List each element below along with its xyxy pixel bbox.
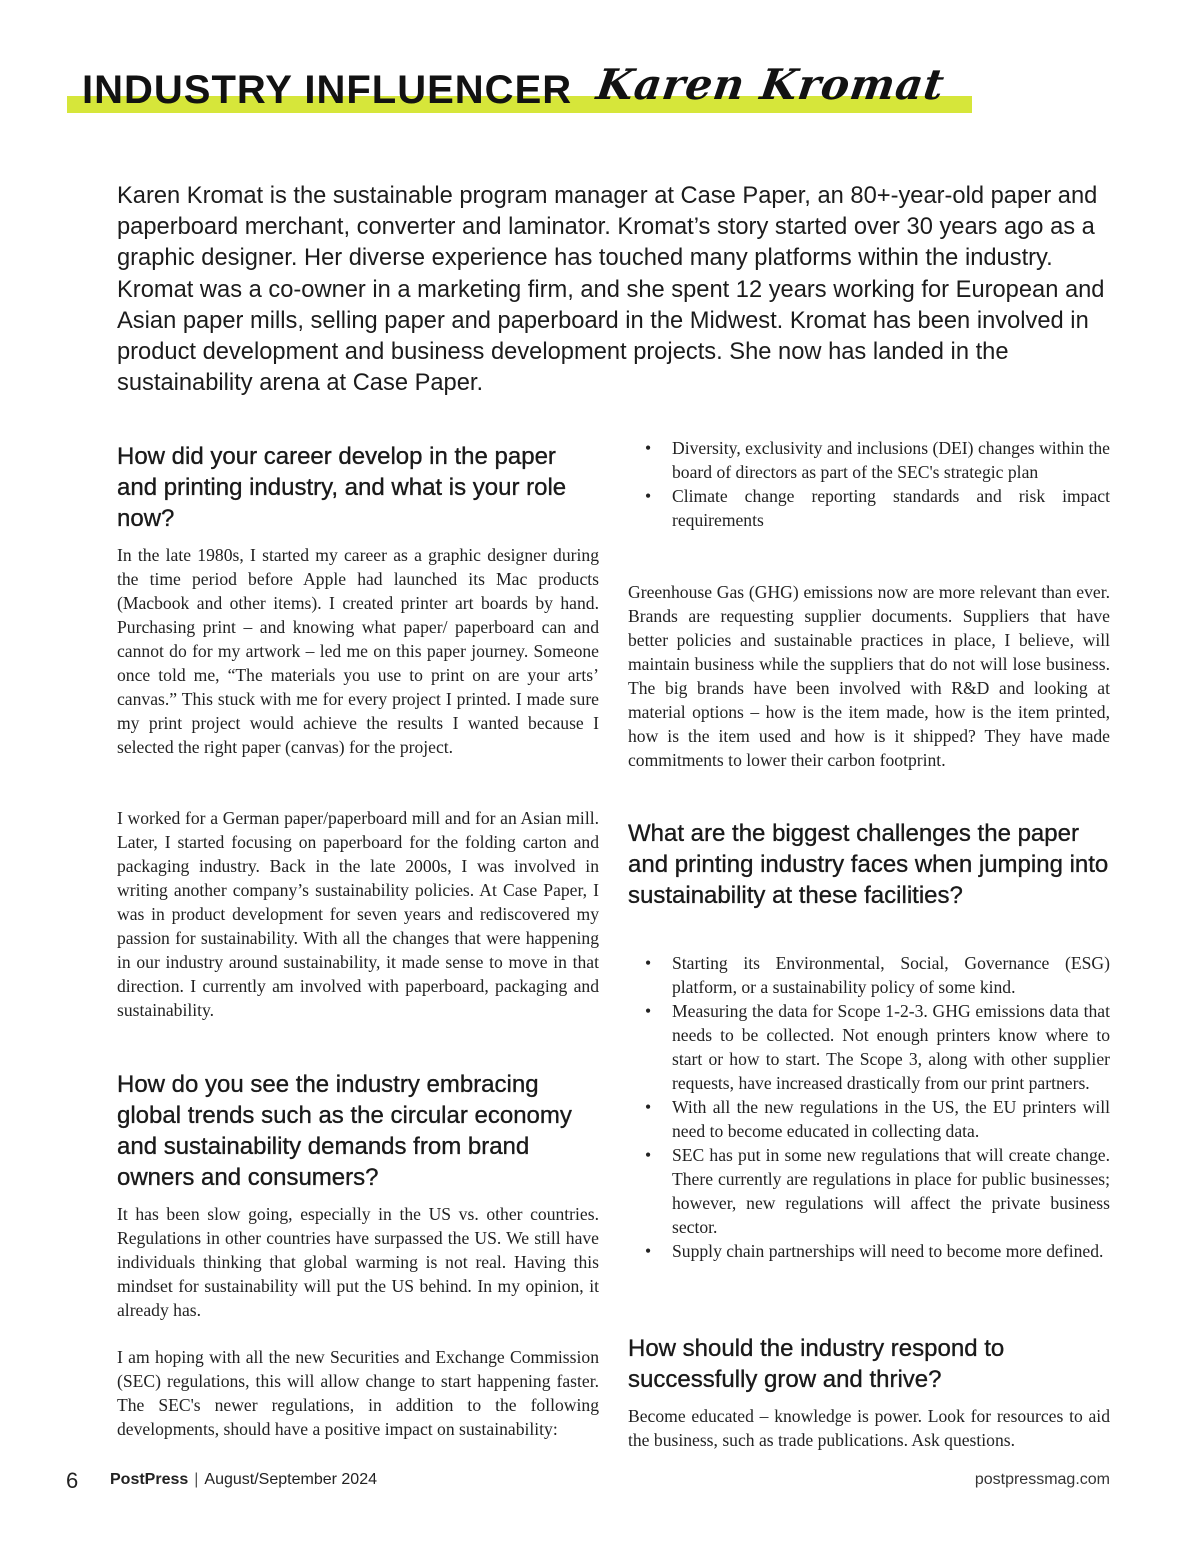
question-respond: How should the industry respond to successfully grow and thrive? xyxy=(628,1335,1005,1393)
answer-respond: Become educated – knowledge is power. Look for resources to aid the business, such as trade publications. Ask questions. xyxy=(628,1406,1110,1450)
list-item: • Starting its Environmental, Social, Governance (ESG) platform, or a sustainability policy of some kind. xyxy=(645,953,1110,997)
answer-global-trends-p1: It has been slow going, especially in the US vs. other countries. Regulations in other countries have surpassed the US. We still have individuals thinking that global warming is not real. Having this mindset for sustainability will put the US behind. In my opinion, it already has. xyxy=(117,1204,599,1320)
answer-global-trends-p2: I am hoping with all the new Securities and Exchange Commission (SEC) regulations, this will allow change to start happening faster. The SEC's newer regulations, in addition to the following developments, should have a positive impact on sustainability: xyxy=(117,1347,599,1439)
ghg-paragraph: Greenhouse Gas (GHG) emissions now are more relevant than ever. Brands are requesting supplier documents. Suppliers that have better policies and sustainable practices in place, I believe, will maintain business while the suppliers that do not will lose business. The big brands have been involved with R&D and looking at material options – how is the item made, how is the item printed, how is the item used and how is it shipped? They have made commitments to lower their carbon footprint. xyxy=(628,582,1110,770)
challenges-list xyxy=(628,951,1110,1263)
publication-info xyxy=(110,1471,377,1489)
intro-paragraph: Karen Kromat is the sustainable program manager at Case Paper, an 80+-year-old paper and paperboard merchant, converter and laminator. Kromat’s story started over 30 years ago as a graphic designer. Her diverse experience has touched many platforms within the industry. Kromat was a co-owner in a marketing firm, and she spent 12 years working for European and Asian paper mills, selling paper and paperboard in the Midwest. Kromat has been involved in product development and business development projects. She now has landed in the sustainability arena at Case Paper. xyxy=(117,183,1105,397)
section-title: INDUSTRY INFLUENCER xyxy=(82,68,573,112)
list-item: • SEC has put in some new regulations that will create change. There currently are regulations in place for public businesses; however, new regulations will affect the private business sector. xyxy=(645,1145,1110,1237)
list-item: • Measuring the data for Scope 1-2-3. GHG emissions data that needs to be collected. Not enough printers know where to start or how to start. The Scope 3, along with other supplier requests, have increased drastically from our print partners. xyxy=(645,1001,1110,1093)
page-footer xyxy=(0,1468,1200,1498)
list-item: • Climate change reporting standards and risk impact requirements xyxy=(645,486,1110,530)
footer-separator: | xyxy=(194,1471,199,1488)
answer-career-p1: In the late 1980s, I started my career as a graphic designer during the time period before Apple had launched its Mac products (Macbook and other items). I created printer art boards by hand. Purchasing print – and knowing what paper/ paperboard can and cannot do for my artwork – led me on this paper journey. Someone once told me, “The materials you use to print on are your arts’ canvas.” This stuck with me for every project I printed. I made sure my print project would achieve the results I wanted because I selected the right paper (canvas) for the project. xyxy=(117,545,599,757)
question-career: How did your career develop in the paper and printing industry, and what is your role now? xyxy=(117,443,567,532)
question-challenges: What are the biggest challenges the paper and printing industry faces when jumping into sustainability at these facilities? xyxy=(628,820,1109,909)
issue-date: August/September 2024 xyxy=(204,1471,377,1488)
influencer-name: Karen Kromat xyxy=(593,60,948,109)
publication-name: PostPress xyxy=(110,1471,189,1488)
website-url: postpressmag.com xyxy=(974,1471,1110,1488)
answer-career-p2: I worked for a German paper/paperboard mill and for an Asian mill. Later, I started focusing on paperboard for the folding carton and packaging industry. Back in the late 2000s, I was involved in writing another company’s sustainability policies. At Case Paper, I was in product development for seven years and rediscovered my passion for sustainability. With all the changes that were happening in our industry around sustainability, it made sense to move in that direction. I currently am involved with paperboard, packaging and sustainability. xyxy=(117,808,599,1020)
article-header xyxy=(67,58,972,118)
page-number: 6 xyxy=(66,1468,79,1493)
question-global-trends: How do you see the industry embracing global trends such as the circular economy and sustainability demands from brand owners and consumers? xyxy=(117,1071,572,1191)
list-item: • Supply chain partnerships will need to become more defined. xyxy=(645,1241,1104,1261)
list-item: • With all the new regulations in the US, the EU printers will need to become educated in collecting data. xyxy=(645,1097,1110,1141)
sec-developments-list xyxy=(628,436,1110,532)
list-item: • Diversity, exclusivity and inclusions (DEI) changes within the board of directors as part of the SEC's strategic plan xyxy=(645,438,1110,482)
